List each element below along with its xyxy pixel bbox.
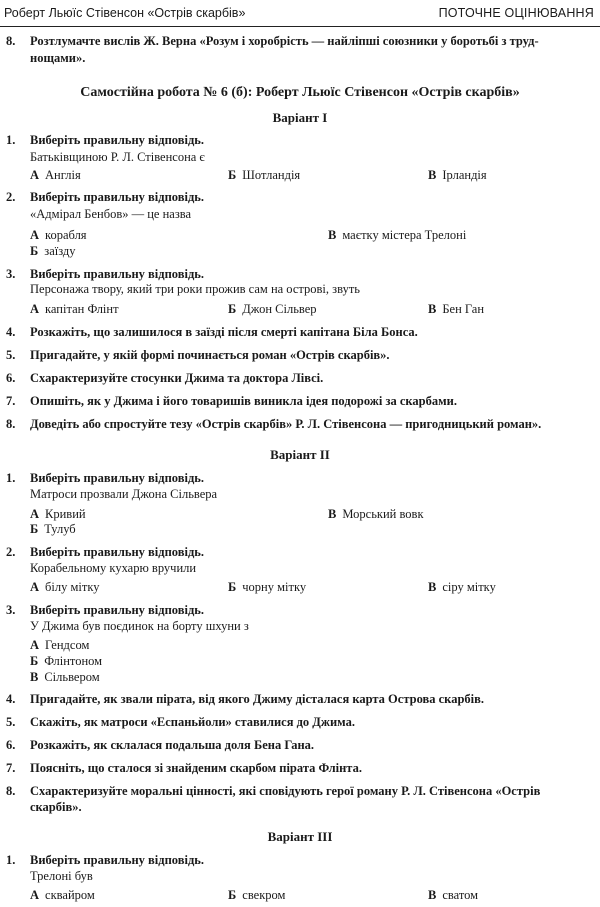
option-letter: А xyxy=(30,638,40,652)
option-text: чорну мітку xyxy=(242,580,307,594)
answer-option xyxy=(228,888,285,903)
option-letter: В xyxy=(328,507,337,521)
answer-option xyxy=(30,888,95,903)
answer-option xyxy=(428,888,478,903)
option-text: корабля xyxy=(45,228,87,242)
option-letter: В xyxy=(30,670,39,684)
option-text: свекром xyxy=(242,888,286,902)
answer-option xyxy=(30,302,119,317)
option-text: Сільвером xyxy=(44,670,100,684)
option-letter: В xyxy=(428,580,437,594)
question-prompt: Корабельному кухарю вручили xyxy=(30,561,197,575)
option-text: Гендсом xyxy=(45,638,90,652)
option-text: сватом xyxy=(442,888,479,902)
question-prompt: Трелоні був xyxy=(30,869,93,883)
option-letter: Б xyxy=(228,888,237,902)
option-letter: Б xyxy=(30,244,39,258)
question-text: Виберіть правильну відповідь. xyxy=(30,133,204,147)
question-number: 7. xyxy=(6,394,16,408)
question-number: 6. xyxy=(6,371,16,385)
option-text: Англія xyxy=(45,168,81,182)
option-text: Бен Ган xyxy=(442,302,485,316)
variant-heading: Варіант І xyxy=(272,110,328,125)
option-letter: А xyxy=(30,168,40,182)
option-letter: Б xyxy=(30,522,39,536)
option-text: Морський вовк xyxy=(342,507,424,521)
option-letter: Б xyxy=(228,302,237,316)
question-text: Схарактеризуйте моральні цінності, які сповідують герої роману Р. Л. Стівенсона «Острів xyxy=(30,784,541,798)
question-number: 1. xyxy=(6,471,16,485)
page-title: Самостійна робота № 6 (б): Роберт Льюїс Стівенсон «Острів скарбів» xyxy=(80,85,520,100)
question-text: Опишіть, як у Джима і його товаришів виникла ідея подорожі за скарбами. xyxy=(30,394,457,408)
option-letter: А xyxy=(30,580,40,594)
option-letter: А xyxy=(30,507,40,521)
question-text: Схарактеризуйте стосунки Джима та доктора Лівсі. xyxy=(30,371,324,385)
question-number: 7. xyxy=(6,761,16,775)
answer-option xyxy=(30,580,99,595)
question-number: 4. xyxy=(6,325,16,339)
option-letter: В xyxy=(428,888,437,902)
question-text: Виберіть правильну відповідь. xyxy=(30,471,204,485)
question-text: Розкажіть, що залишилося в заїзді після смерті капітана Біла Бонса. xyxy=(30,325,418,339)
answer-option xyxy=(228,302,317,317)
question-number: 8. xyxy=(6,417,16,431)
option-text: білу мітку xyxy=(45,580,100,594)
option-text: Ірландія xyxy=(442,168,487,182)
question-text: Виберіть правильну відповідь. xyxy=(30,603,204,617)
answer-option xyxy=(30,168,81,183)
question-number: 2. xyxy=(6,190,16,204)
option-letter: В xyxy=(428,168,437,182)
answer-option xyxy=(30,228,87,243)
answer-option xyxy=(228,580,306,595)
question-text: Доведіть або спростуйте тезу «Острів скарбів» Р. Л. Стівенсона — пригодницький роман». xyxy=(30,417,542,431)
question-text-cont: скарбів». xyxy=(30,800,82,814)
answer-option xyxy=(428,168,487,183)
option-text: маєтку містера Трелоні xyxy=(342,228,467,242)
question-number: 1. xyxy=(6,853,16,867)
question-prompt: Матроси прозвали Джона Сільвера xyxy=(30,487,218,501)
option-text: заїзду xyxy=(44,244,76,258)
answer-option xyxy=(228,168,300,183)
option-text: Шотландія xyxy=(242,168,301,182)
question-text: Виберіть правильну відповідь. xyxy=(30,545,204,559)
question-number: 6. xyxy=(6,738,16,752)
question-number: 2. xyxy=(6,545,16,559)
option-letter: Б xyxy=(228,168,237,182)
question-text: Розкажіть, як склалася подальша доля Бена Гана. xyxy=(30,738,315,752)
question-text: Виберіть правильну відповідь. xyxy=(30,853,204,867)
question-number: 5. xyxy=(6,348,16,362)
question-number: 3. xyxy=(6,267,16,281)
variant-heading: Варіант ІІ xyxy=(270,447,330,462)
question-text: Виберіть правильну відповідь. xyxy=(30,267,204,281)
question-number: 8. xyxy=(6,784,16,798)
question-text-cont: нощами». xyxy=(30,51,86,65)
answer-option xyxy=(30,507,86,522)
question-prompt: «Адмірал Бенбов» — це назва xyxy=(30,207,192,221)
question-text: Виберіть правильну відповідь. xyxy=(30,190,204,204)
question-text: Скажіть, як матроси «Еспаньйоли» ставилися до Джима. xyxy=(30,715,355,729)
header-book-title: Роберт Льюїс Стівенсон «Острів скарбів» xyxy=(4,6,246,20)
option-letter: Б xyxy=(30,654,39,668)
option-text: Флінтоном xyxy=(44,654,103,668)
answer-option xyxy=(428,580,496,595)
question-number: 3. xyxy=(6,603,16,617)
answer-option xyxy=(30,522,76,537)
question-number: 4. xyxy=(6,692,16,706)
option-letter: А xyxy=(30,228,40,242)
page-header xyxy=(0,0,600,27)
option-letter: А xyxy=(30,302,40,316)
option-text: Кривий xyxy=(45,507,86,521)
question-text: Поясніть, що сталося зі знайденим скарбом пірата Флінта. xyxy=(30,761,362,775)
question-prompt: Персонажа твору, який три роки прожив сам на острові, звуть xyxy=(30,282,360,296)
answer-option xyxy=(30,654,102,669)
option-text: Тулуб xyxy=(44,522,76,536)
question-prompt: У Джима був поєдинок на борту шхуни з xyxy=(30,619,249,633)
option-text: сіру мітку xyxy=(442,580,496,594)
answer-option xyxy=(328,228,466,243)
answer-option xyxy=(328,507,424,522)
question-number: 8. xyxy=(6,34,16,48)
option-text: сквайром xyxy=(45,888,95,902)
option-letter: А xyxy=(30,888,40,902)
option-letter: Б xyxy=(228,580,237,594)
answer-option xyxy=(30,244,76,259)
question-prompt: Батьківщиною Р. Л. Стівенсона є xyxy=(30,150,205,164)
question-number: 5. xyxy=(6,715,16,729)
header-section: ПОТОЧНЕ ОЦІНЮВАННЯ xyxy=(438,6,594,20)
answer-option xyxy=(428,302,484,317)
option-letter: В xyxy=(428,302,437,316)
question-text: Розтлумачте вислів Ж. Верна «Розум і хоробрість — найліпші союзники у боротьбі з труд- xyxy=(30,34,539,48)
option-text: капітан Флінт xyxy=(45,302,119,316)
variant-heading: Варіант ІІІ xyxy=(267,829,333,844)
option-letter: В xyxy=(328,228,337,242)
answer-option xyxy=(30,670,100,685)
question-number: 1. xyxy=(6,133,16,147)
option-text: Джон Сільвер xyxy=(242,302,317,316)
question-text: Пригадайте, як звали пірата, від якого Джиму дісталася карта Острова скарбів. xyxy=(30,692,484,706)
question-text: Пригадайте, у якій формі починається роман «Острів скарбів». xyxy=(30,348,390,362)
answer-option xyxy=(30,638,89,653)
